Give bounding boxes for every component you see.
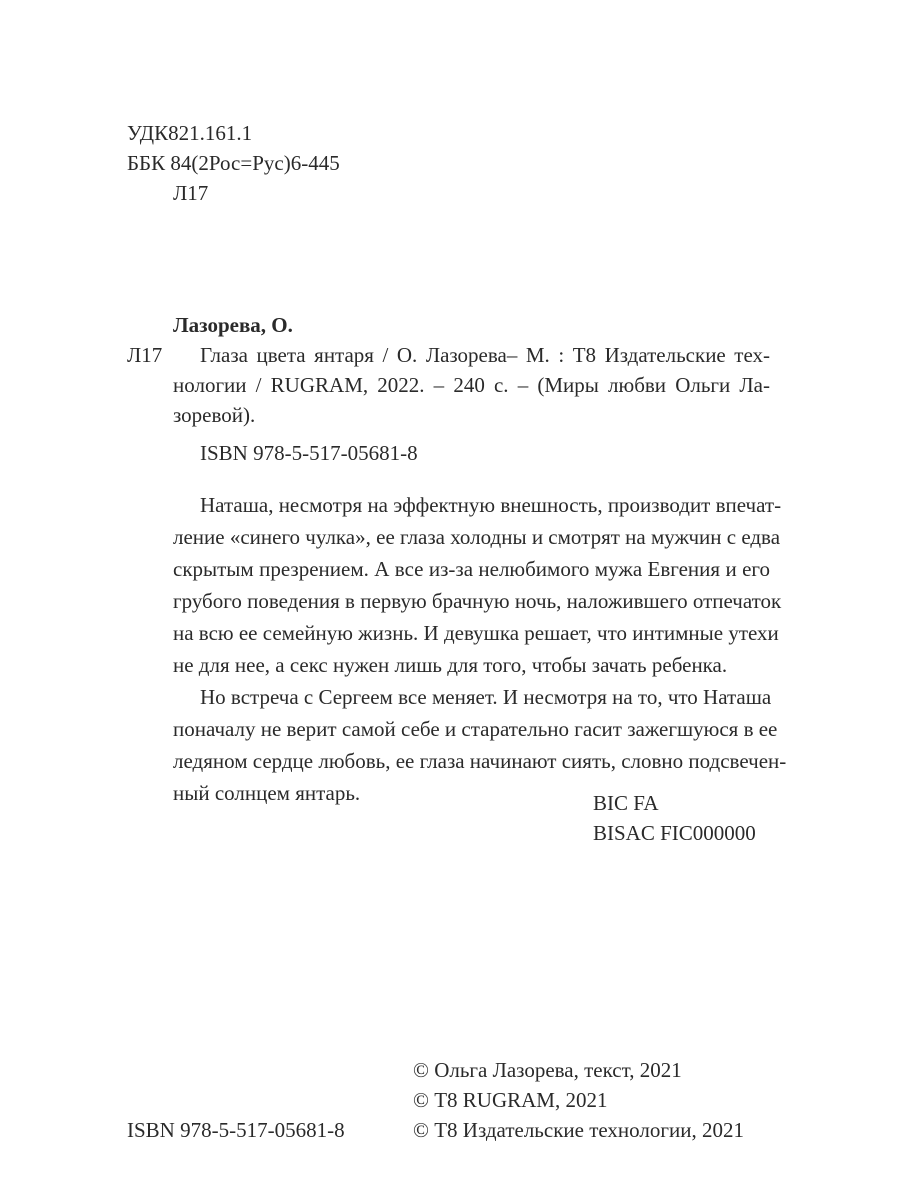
annotation-line: на всю ее семейную жизнь. И девушка решает, что интимные утехи [173, 621, 779, 645]
annotation-line: Наташа, несмотря на эффектную внешность, производит впечат- [200, 493, 782, 517]
footer-isbn: ISBN 978-5-517-05681-8 [127, 1118, 345, 1142]
author-name [173, 313, 293, 337]
annotation-line: ление «синего чулка», ее глаза холодны и смотрят на мужчин с едва [173, 525, 781, 549]
copyright-line: © Ольга Лазорева, текст, 2021 [413, 1058, 682, 1082]
annotation-line: не для нее, а секс нужен лишь для того, чтобы зачать ребенка. [173, 653, 728, 677]
author-mark-side: Л17 [127, 343, 163, 367]
author-name-text: Лазорева, О. [173, 313, 293, 337]
annotation-line: Но встреча с Сергеем все меняет. И несмотря на то, что Наташа [200, 685, 772, 709]
bib-line: нологии / RUGRAM, 2022. – 240 с. – (Миры любви Ольги Ла- [173, 373, 770, 397]
udk-code: УДК821.161.1 [127, 121, 253, 145]
annotation-line: скрытым презрением. А все из-за нелюбимого мужа Евгения и его [173, 557, 770, 581]
isbn: ISBN 978-5-517-05681-8 [200, 441, 418, 465]
bic-code: BIC FA [593, 791, 659, 815]
annotation-line: поначалу не верит самой себе и старательно гасит зажегшуюся в ее [173, 717, 778, 741]
annotation-line: ный солнцем янтарь. [173, 781, 361, 805]
bib-line: Глаза цвета янтаря / О. Лазорева– М. : Т8 Издательские тех- [200, 343, 770, 367]
author-mark: Л17 [173, 181, 209, 205]
bisac-code: BISAC FIC000000 [593, 821, 756, 845]
copyright-line: © Т8 RUGRAM, 2021 [413, 1088, 608, 1112]
bbk-code: ББК 84(2Рос=Рус)6-445 [127, 151, 340, 175]
annotation-line: грубого поведения в первую брачную ночь, наложившего отпечаток [173, 589, 782, 613]
copyright-line: © Т8 Издательские технологии, 2021 [413, 1118, 744, 1142]
annotation-line: ледяном сердце любовь, ее глаза начинают сиять, словно подсвечен- [173, 749, 787, 773]
bib-line: зоревой). [173, 403, 256, 427]
